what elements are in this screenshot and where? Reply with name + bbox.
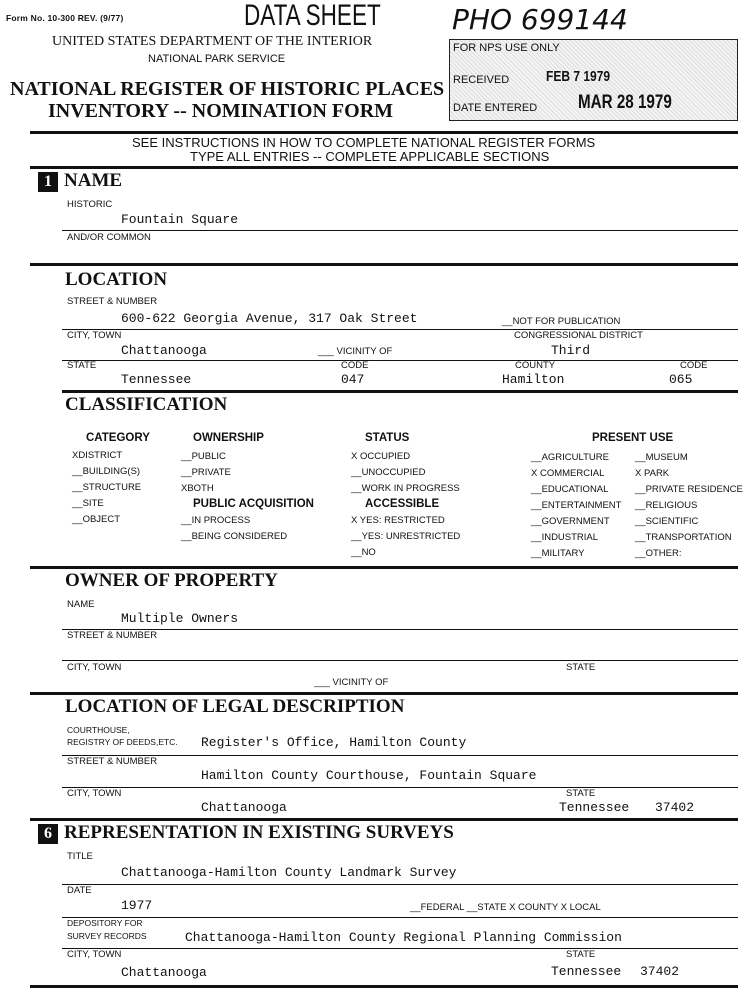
location-county: Hamilton: [502, 372, 565, 387]
present-use-item[interactable]: __AGRICULTURE: [531, 452, 609, 463]
section-title-legal: LOCATION OF LEGAL DESCRIPTION: [65, 696, 405, 717]
handwritten-id: PHO 699144: [452, 3, 628, 36]
street-label: STREET & NUMBER: [67, 296, 158, 307]
ownership-item[interactable]: __PRIVATE: [181, 467, 231, 478]
survey-state: Tennessee: [551, 964, 622, 979]
historic-name: Fountain Square: [121, 212, 239, 227]
status-head: STATUS: [365, 432, 410, 444]
owner-name-label: NAME: [67, 599, 95, 610]
present-use-item[interactable]: __INDUSTRIAL: [531, 532, 599, 543]
entered-label: DATE ENTERED: [453, 102, 538, 114]
not-for-publication: __NOT FOR PUBLICATION: [502, 316, 621, 327]
divider: [30, 692, 738, 695]
state-label: STATE: [67, 360, 97, 371]
section-title-name: NAME: [64, 170, 123, 191]
vicinity-label: ___ VICINITY OF: [318, 346, 393, 357]
ownership-item[interactable]: XBOTH: [181, 483, 214, 494]
accessible-item[interactable]: X YES: RESTRICTED: [351, 515, 445, 526]
owner-city-label: CITY, TOWN: [67, 662, 122, 673]
category-item[interactable]: __STRUCTURE: [72, 482, 142, 493]
survey-title: Chattanooga-Hamilton County Landmark Survey: [121, 865, 457, 880]
category-item[interactable]: __OBJECT: [72, 514, 121, 525]
divider: [30, 566, 738, 569]
instructions-2: TYPE ALL ENTRIES -- COMPLETE APPLICABLE SECTIONS: [190, 149, 550, 164]
county-code-label: CODE: [680, 360, 708, 371]
nps-use-box: [449, 39, 738, 121]
legal-courthouse: Register's Office, Hamilton County: [201, 735, 467, 750]
survey-date-label: DATE: [67, 885, 92, 896]
depository: Chattanooga-Hamilton County Regional Planning Commission: [185, 930, 622, 945]
category-item[interactable]: __BUILDING(S): [72, 466, 141, 477]
congressional-district: Third: [551, 343, 591, 358]
instructions-1: SEE INSTRUCTIONS IN HOW TO COMPLETE NATIONAL REGISTER FORMS: [132, 135, 596, 150]
received-date: FEB 7 1979: [546, 68, 611, 85]
present-use-item[interactable]: __PRIVATE RESIDENCE: [635, 484, 743, 495]
acquisition-head: PUBLIC ACQUISITION: [193, 498, 314, 510]
department: UNITED STATES DEPARTMENT OF THE INTERIOR: [52, 34, 373, 49]
section-number: 1: [38, 172, 58, 192]
owner-street-label: STREET & NUMBER: [67, 630, 158, 641]
state-code: 047: [341, 372, 365, 387]
present-use-item[interactable]: X PARK: [635, 468, 670, 479]
received-label: RECEIVED: [453, 74, 510, 86]
form-number: Form No. 10-300 REV. (9/77): [6, 13, 124, 23]
registry-label: REGISTRY OF DEEDS,ETC.: [67, 737, 178, 747]
district-label: CONGRESSIONAL DISTRICT: [514, 330, 643, 341]
county-label: COUNTY: [515, 360, 556, 371]
owner-vicinity: ___ VICINITY OF: [314, 677, 389, 688]
divider: [62, 917, 738, 918]
survey-state-label: STATE: [566, 949, 596, 960]
category-item[interactable]: __SITE: [72, 498, 104, 509]
divider: [62, 230, 738, 231]
category-item[interactable]: XDISTRICT: [72, 450, 123, 461]
section-title-surveys: REPRESENTATION IN EXISTING SURVEYS: [64, 822, 454, 843]
divider: [62, 948, 738, 949]
depository-label: DEPOSITORY FOR: [67, 918, 143, 928]
status-item[interactable]: __WORK IN PROGRESS: [351, 483, 460, 494]
legal-street-label: STREET & NUMBER: [67, 756, 158, 767]
service: NATIONAL PARK SERVICE: [148, 53, 286, 65]
status-item[interactable]: X OCCUPIED: [351, 451, 411, 462]
survey-city-label: CITY, TOWN: [67, 949, 122, 960]
status-item[interactable]: __UNOCCUPIED: [351, 467, 426, 478]
survey-zip: 37402: [640, 964, 680, 979]
survey-city: Chattanooga: [121, 965, 207, 980]
divider: [62, 884, 738, 885]
divider: [62, 660, 738, 661]
accessible-item[interactable]: __YES: UNRESTRICTED: [351, 531, 461, 542]
owner-name: Multiple Owners: [121, 611, 239, 626]
city-label: CITY, TOWN: [67, 330, 122, 341]
section-title-owner: OWNER OF PROPERTY: [65, 570, 278, 591]
divider: [62, 360, 738, 361]
entered-date: MAR 28 1979: [578, 92, 672, 113]
ownership-head: OWNERSHIP: [193, 432, 264, 444]
present-use-item[interactable]: __SCIENTIFIC: [635, 516, 699, 527]
divider: [62, 787, 738, 788]
divider: [62, 629, 738, 630]
survey-levels: __FEDERAL __STATE X COUNTY X LOCAL: [410, 902, 601, 913]
present-use-head: PRESENT USE: [592, 432, 674, 444]
location-street: 600-622 Georgia Avenue, 317 Oak Street: [121, 311, 418, 326]
divider: [30, 166, 738, 169]
acquisition-item[interactable]: __IN PROCESS: [181, 515, 251, 526]
section-title-location: LOCATION: [65, 269, 168, 290]
section-number: 6: [38, 824, 58, 844]
accessible-item[interactable]: __NO: [351, 547, 376, 558]
courthouse-label: COURTHOUSE,: [67, 725, 130, 735]
county-code: 065: [669, 372, 693, 387]
legal-state-label: STATE: [566, 788, 596, 799]
data-sheet-stamp: DATA SHEET: [244, 0, 381, 32]
divider: [30, 818, 738, 821]
survey-records-label: SURVEY RECORDS: [67, 931, 147, 941]
present-use-item[interactable]: __GOVERNMENT: [531, 516, 610, 527]
divider: [30, 131, 738, 134]
divider: [30, 985, 738, 988]
divider: [30, 263, 738, 266]
section-title-classification: CLASSIFICATION: [65, 394, 228, 415]
present-use-item[interactable]: __RELIGIOUS: [635, 500, 698, 511]
ownership-item[interactable]: __PUBLIC: [181, 451, 226, 462]
divider: [62, 390, 738, 393]
survey-date: 1977: [121, 898, 153, 913]
form-title-1: NATIONAL REGISTER OF HISTORIC PLACES: [10, 78, 445, 100]
nps-label: FOR NPS USE ONLY: [453, 42, 560, 54]
survey-title-label: TITLE: [67, 851, 93, 862]
present-use-item[interactable]: __EDUCATIONAL: [531, 484, 609, 495]
present-use-item[interactable]: __OTHER:: [635, 548, 682, 559]
accessible-head: ACCESSIBLE: [365, 498, 440, 510]
present-use-item[interactable]: X COMMERCIAL: [531, 468, 605, 479]
present-use-item[interactable]: __ENTERTAINMENT: [531, 500, 622, 511]
legal-city-label: CITY, TOWN: [67, 788, 122, 799]
legal-city: Chattanooga: [201, 800, 287, 815]
form-title-2: INVENTORY -- NOMINATION FORM: [48, 100, 394, 122]
legal-zip: 37402: [655, 800, 695, 815]
acquisition-item[interactable]: __BEING CONSIDERED: [181, 531, 288, 542]
code-label: CODE: [341, 360, 369, 371]
divider: [62, 755, 738, 756]
historic-label: HISTORIC: [67, 199, 113, 210]
present-use-item[interactable]: __TRANSPORTATION: [635, 532, 732, 543]
present-use-item[interactable]: __MUSEUM: [635, 452, 688, 463]
legal-state: Tennessee: [559, 800, 630, 815]
location-city: Chattanooga: [121, 343, 207, 358]
location-state: Tennessee: [121, 372, 192, 387]
owner-state-label: STATE: [566, 662, 596, 673]
common-label: AND/OR COMMON: [67, 232, 151, 243]
present-use-item[interactable]: __MILITARY: [531, 548, 585, 559]
category-head: CATEGORY: [86, 432, 150, 444]
legal-street: Hamilton County Courthouse, Fountain Square: [201, 768, 537, 783]
